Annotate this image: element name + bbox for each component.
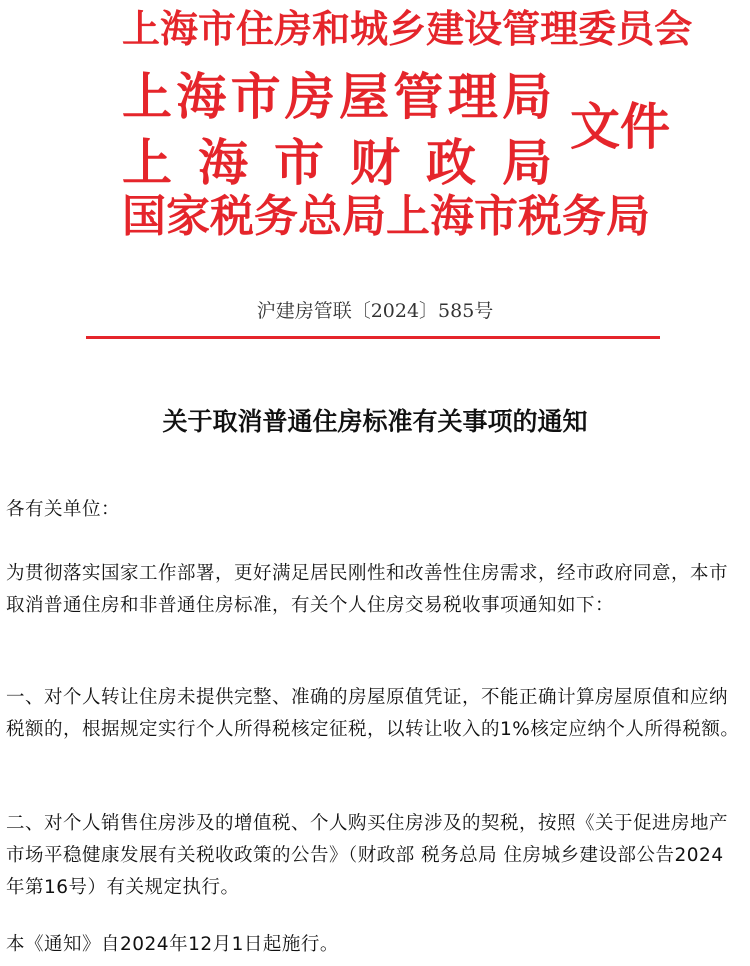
paragraph-item-1: 一、对个人转让住房未提供完整、准确的房屋原值凭证，不能正确计算房屋原值和应纳税额的，根据规定实行个人所得税核定征税，以转让收入的1%核定应纳个人所得税额。 <box>6 687 740 740</box>
document-number: 沪建房管联〔2024〕585号 <box>256 300 494 322</box>
salutation: 各有关单位： <box>6 499 121 520</box>
red-divider <box>86 336 660 339</box>
paragraph-intro: 为贯彻落实国家工作部署，更好满足居民刚性和改善性住房需求，经市政府同意，本市取消普通住房和非普通住房标准，有关个人住房交易税收事项通知如下： <box>6 563 729 616</box>
paragraph-item-2: 二、对个人销售住房涉及的增值税、个人购买住房涉及的契税，按照《关于促进房地产市场平稳健康发展有关税收政策的公告》（财政部 税务总局 住房城乡建设部公告2024年第16号）有关规定执行。 <box>6 813 729 898</box>
paragraph-effective-date: 本《通知》自2024年12月1日起施行。 <box>6 934 339 955</box>
notice-title: 关于取消普通住房标准有关事项的通知 <box>162 407 588 436</box>
document-label: 文件 <box>570 97 670 156</box>
issuing-agency-finance-bureau: 上 海 市 财 政 局 <box>122 133 552 192</box>
document-header <box>0 0 750 260</box>
issuing-agency-tax-bureau: 国 家 税 务 总 局 上 海 市 税 务 局 <box>122 191 650 242</box>
issuing-agency-housing-commission: 上 海 市 住 房 和 城 乡 建 设 管 理 委 员 会 <box>122 6 693 51</box>
issuing-agency-housing-bureau: 上 海 市 房 屋 管 理 局 <box>122 67 552 126</box>
